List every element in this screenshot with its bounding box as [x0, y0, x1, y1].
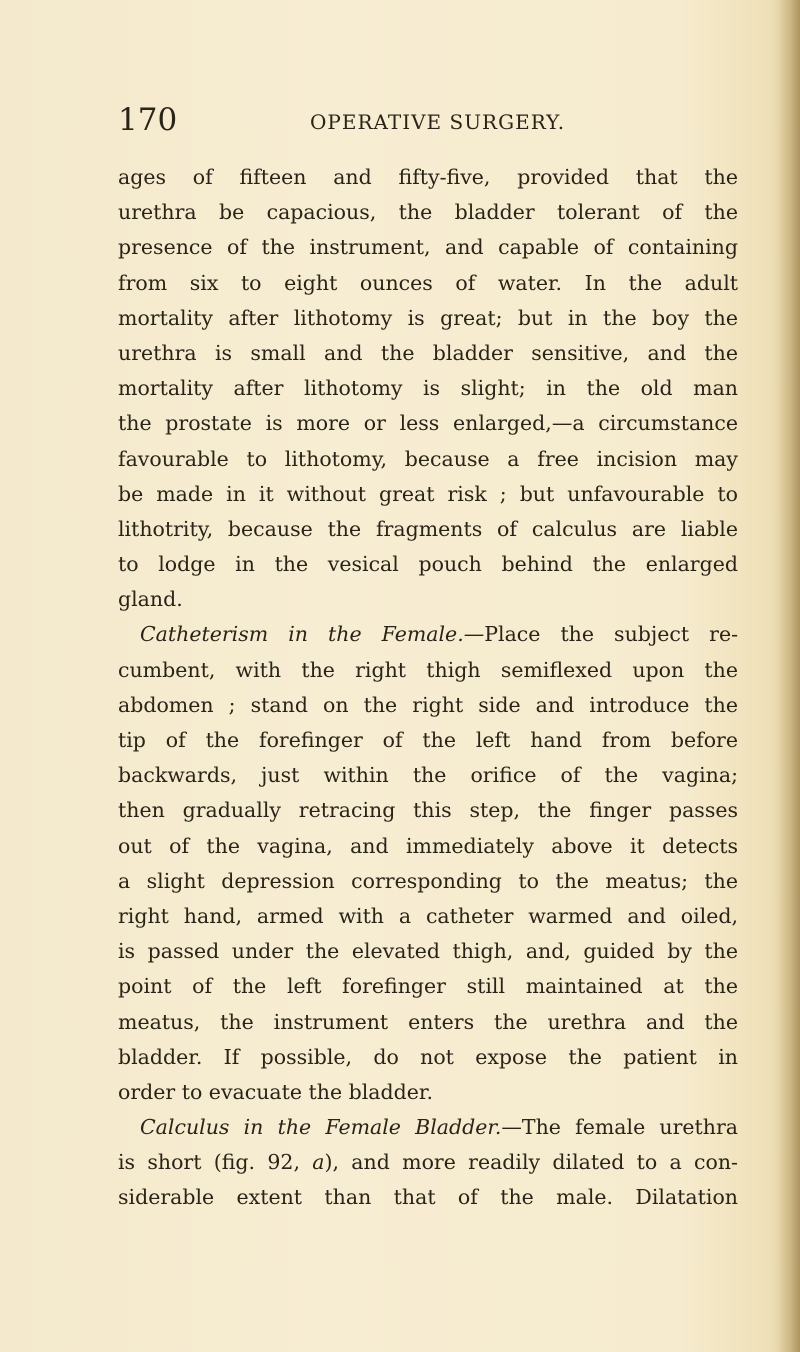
text-line: cumbent, with the right thigh semiflexed upon the — [118, 657, 738, 682]
section-heading-calculus: Calculus in the Female Bladder. — [140, 1115, 502, 1140]
text-line: order to evacuate the bladder. — [118, 1079, 433, 1104]
text-line: siderable extent than that of the male. Dilatation — [118, 1185, 738, 1210]
page-number: 170 — [118, 102, 178, 138]
text-line: tip of the forefinger of the left hand from before — [118, 728, 738, 752]
text-line: meatus, the instrument enters the urethra and the — [118, 1009, 738, 1034]
text-line: lithotrity, because the fragments of calculus are liable — [118, 516, 738, 541]
section-heading-line: Calculus in the Female Bladder.—The female urethra — [140, 1115, 738, 1140]
text-line: ages of fifteen and fifty-five, provided that the — [118, 165, 738, 189]
text-line: gland. — [118, 587, 183, 612]
text-line: urethra be capacious, the bladder tolerant of the — [118, 200, 738, 225]
text-line: is passed under the elevated thigh, and, guided by the — [118, 939, 738, 964]
section-heading-catheterism: Catheterism in the Female. — [140, 622, 464, 647]
text-line: mortality after lithotomy is slight; in the old man — [118, 376, 738, 401]
text-line: from six to eight ounces of water. In the adult — [118, 270, 738, 295]
text-line: right hand, armed with a catheter warmed and oiled, — [118, 903, 738, 928]
text-line: backwards, just within the orifice of the vagina; — [118, 763, 738, 788]
text-line: presence of the instrument, and capable of containing — [118, 235, 738, 260]
text-line: urethra is small and the bladder sensitive, and the — [118, 340, 738, 365]
section-heading-line: Catheterism in the Female.—Place the subject re- — [140, 622, 738, 647]
text-line: then gradually retracing this step, the finger passes — [118, 798, 738, 823]
text-line: mortality after lithotomy is great; but in the boy the — [118, 305, 738, 330]
text-line: favourable to lithotomy, because a free incision may — [118, 446, 738, 471]
page-header — [118, 100, 738, 140]
text-line: to lodge in the vesical pouch behind the enlarged — [118, 552, 738, 577]
text-line: out of the vagina, and immediately above it detects — [118, 833, 738, 858]
text-line: abdomen ; stand on the right side and introduce the — [118, 692, 738, 717]
running-head: OPERATIVE SURGERY. — [310, 110, 566, 134]
text-line: point of the left forefinger still maintained at the — [118, 974, 738, 999]
text-line: be made in it without great risk ; but unfavourable to — [118, 481, 738, 506]
body-text — [118, 160, 738, 1216]
text-line: bladder. If possible, do not expose the patient in — [118, 1044, 738, 1069]
text-line: the prostate is more or less enlarged,—a circumstance — [118, 411, 738, 436]
text-line: a slight depression corresponding to the meatus; the — [118, 868, 738, 893]
figure-reference-letter: a — [312, 1150, 325, 1175]
text-line: is short (fig. 92, a), and more readily dilated to a con- — [118, 1150, 738, 1175]
page-edge-shadow — [778, 0, 800, 1352]
